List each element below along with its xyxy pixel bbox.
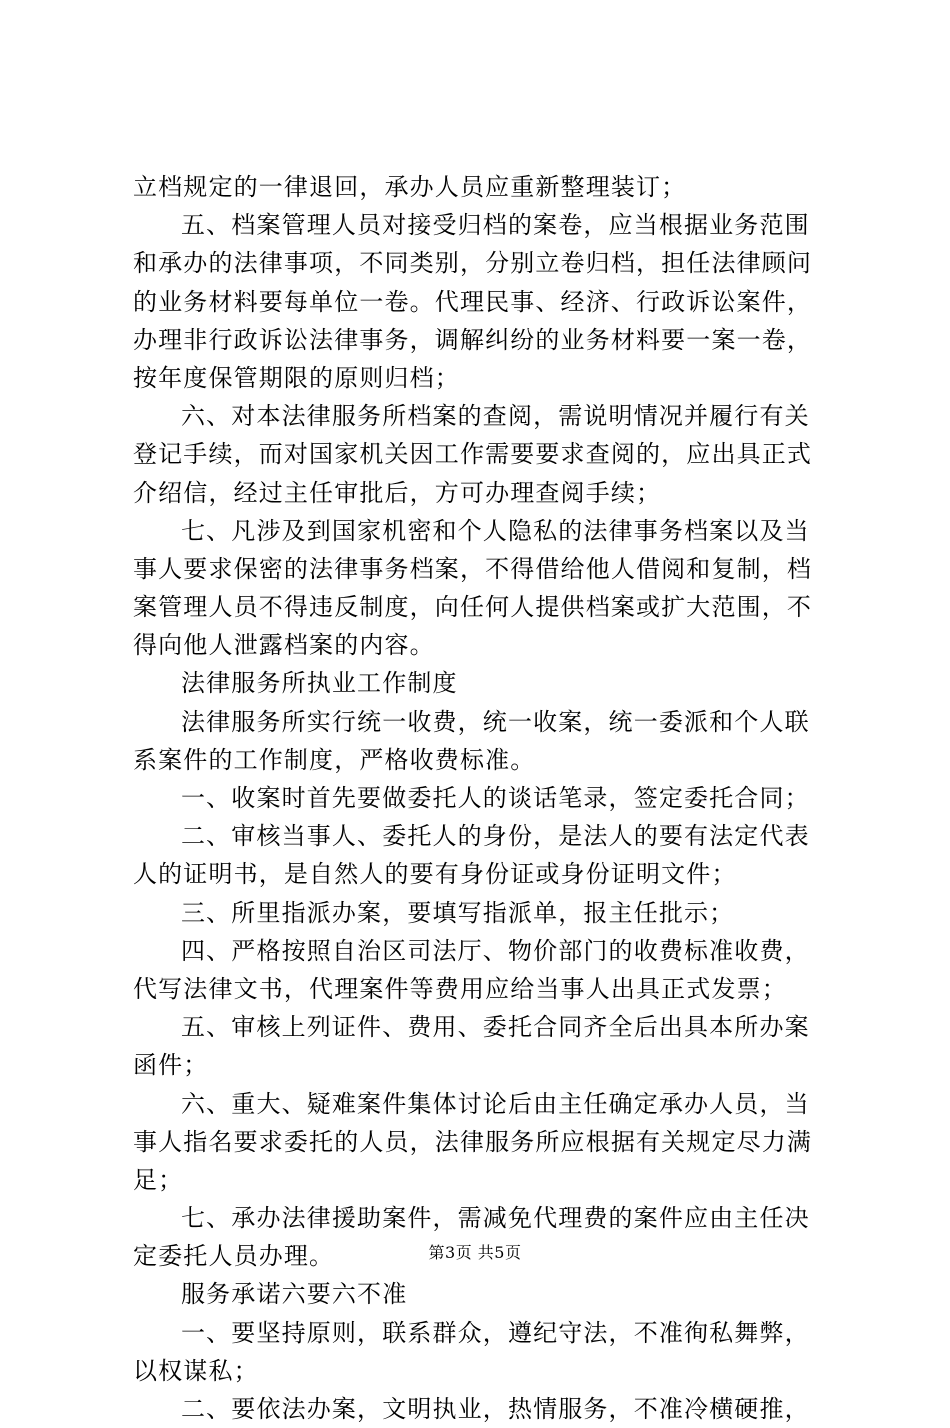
document-body: [133, 168, 833, 1428]
text-line: 二、要依法办案，文明执业，热情服务，不准冷横硬推，: [181, 1395, 810, 1423]
text-line: 定委托人员办理。: [133, 1242, 335, 1271]
text-line: 服务承诺六要六不准: [181, 1280, 408, 1309]
text-line: 的业务材料要每单位一卷。代理民事、经济、行政诉讼案件，: [133, 287, 813, 316]
text-line: 办理非行政诉讼法律事务，调解纠纷的业务材料要一案一卷，: [133, 325, 813, 354]
text-line: 代写法律文书，代理案件等费用应给当事人出具正式发票；: [133, 974, 787, 1003]
text-line: 按年度保管期限的原则归档；: [133, 363, 460, 392]
text-line: 和承办的法律事项，不同类别，分别立卷归档，担任法律顾问: [133, 249, 813, 278]
page-number-label: 第3页 共5页: [428, 1243, 522, 1262]
text-line: 足；: [133, 1165, 184, 1194]
text-line: 四、严格按照自治区司法厅、物价部门的收费标准收费，: [181, 936, 810, 965]
page-footer: [0, 1243, 950, 1263]
text-line: 得向他人泄露档案的内容。: [133, 631, 435, 660]
text-line: 以权谋私；: [133, 1356, 259, 1385]
text-line: 一、要坚持原则，联系群众，遵纪守法，不准徇私舞弊，: [181, 1318, 810, 1347]
text-line: 法律服务所执业工作制度: [181, 669, 458, 698]
text-line: 登记手续，而对国家机关因工作需要要求查阅的，应出具正式: [133, 440, 813, 469]
text-line: 人的证明书，是自然人的要有身份证或身份证明文件；: [133, 860, 737, 889]
text-line: 函件；: [133, 1051, 209, 1080]
text-line: 六、重大、疑难案件集体讨论后由主任确定承办人员，当: [181, 1089, 810, 1118]
text-line: 七、凡涉及到国家机密和个人隐私的法律事务档案以及当: [181, 516, 810, 545]
text-line: 五、档案管理人员对接受归档的案卷，应当根据业务范围: [181, 211, 810, 240]
text-line: 案管理人员不得违反制度，向任何人提供档案或扩大范围，不: [133, 593, 813, 622]
text-line: 六、对本法律服务所档案的查阅，需说明情况并履行有关: [181, 402, 810, 431]
text-line: 介绍信，经过主任审批后，方可办理查阅手续；: [133, 478, 662, 507]
text-line: 一、收案时首先要做委托人的谈话笔录，签定委托合同；: [181, 784, 810, 812]
text-line: 事人要求保密的法律事务档案，不得借给他人借阅和复制，档: [133, 554, 813, 583]
text-line: 法律服务所实行统一收费，统一收案，统一委派和个人联: [181, 707, 810, 736]
text-line: 事人指名要求委托的人员，法律服务所应根据有关规定尽力满: [133, 1127, 813, 1156]
text-line: 五、审核上列证件、费用、委托合同齐全后出具本所办案: [181, 1013, 810, 1042]
text-line: 三、所里指派办案，要填写指派单，报主任批示；: [181, 898, 735, 927]
text-line: 立档规定的一律退回，承办人员应重新整理装订；: [133, 173, 687, 201]
text-line: 七、承办法律援助案件，需减免代理费的案件应由主任决: [181, 1204, 810, 1233]
text-line: 系案件的工作制度，严格收费标准。: [133, 745, 536, 774]
text-line: 二、审核当事人、委托人的身份，是法人的要有法定代表: [181, 822, 810, 851]
